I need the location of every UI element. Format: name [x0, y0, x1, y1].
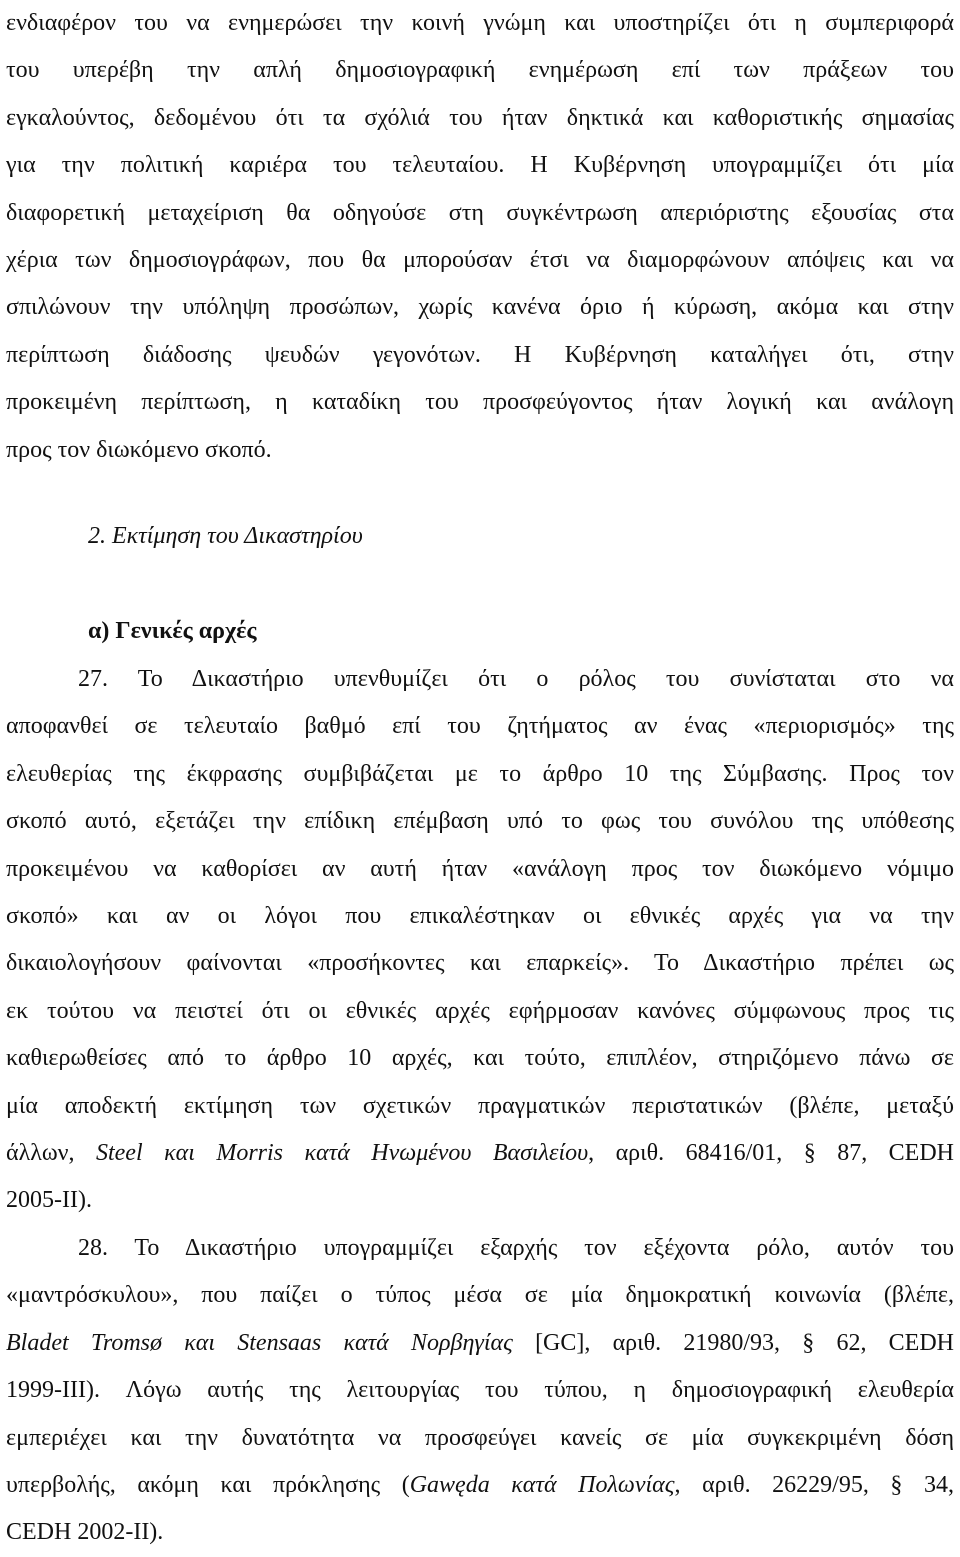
text-line: καθιερωθείσες από το άρθρο 10 αρχές, και τούτο, επιπλέον, στηριζόμενο πάνω σε	[6, 1045, 954, 1072]
text-line: σκοπό αυτό, εξετάζει την επίδικη επέμβαση υπό το φως του συνόλου της υπόθεσης	[6, 808, 954, 835]
text-line: εκ τούτου να πειστεί ότι οι εθνικές αρχές εφήρμοσαν κανόνες σύμφωνους προς τις	[6, 997, 954, 1024]
case-citation: Bladet Tromsø και Stensaas κατά Νορβηγίας	[6, 1329, 513, 1356]
text-line: του υπερέβη την απλή δημοσιογραφική ενημέρωση επί των πράξεων του	[6, 57, 954, 84]
text-line: εγκαλούντος, δεδομένου ότι τα σχόλιά του ήταν δηκτικά και καθοριστικής σημασίας	[6, 104, 954, 131]
text-line: 28. Το Δικαστήριο υπογραμμίζει εξαρχής τον εξέχοντα ρόλο, αυτόν του	[78, 1235, 954, 1261]
text-line: ελευθερίας της έκφρασης συμβιβάζεται με το άρθρο 10 της Σύμβασης. Προς τον	[6, 760, 954, 787]
text-line: προς τον διωκόμενο σκοπό.	[6, 436, 272, 463]
text-fragment: υπερβολής, ακόμη και πρόκλησης (	[6, 1472, 410, 1499]
text-line: εμπεριέχει και την δυνατότητα να προσφεύγει κανείς σε μία συγκεκριμένη δόση	[6, 1424, 954, 1451]
text-line: αποφανθεί σε τελευταίο βαθμό επί του ζητήματος αν ένας «περιορισμός» της	[6, 713, 954, 740]
paragraph-continuation	[6, 0, 954, 474]
text-fragment: άλλων,	[6, 1140, 96, 1167]
text-line: διαφορετική μεταχείριση θα οδηγούσε στη συγκέντρωση απεριόριστης εξουσίας στα	[6, 199, 954, 226]
text-line	[6, 1462, 954, 1509]
text-line: δικαιολογήσουν φαίνονται «προσήκοντες και επαρκείς». Το Δικαστήριο πρέπει ως	[6, 950, 954, 977]
section-heading-text: 2. Εκτίμηση του Δικαστηρίου	[88, 523, 363, 549]
text-line: CEDH 2002-II).	[6, 1519, 164, 1546]
case-citation: Steel και Morris κατά Ηνωμένου Βασιλείου	[95, 1140, 589, 1167]
text-line: «μαντρόσκυλου», που παίζει ο τύπος μέσα σε μία δημοκρατική κοινωνία (βλέπε,	[6, 1282, 954, 1309]
text-line: προκειμένη περίπτωση, η καταδίκη του προσφεύγοντος ήταν λογική και ανάλογη	[6, 389, 954, 416]
text-line: 27. Το Δικαστήριο υπενθυμίζει ότι ο ρόλος του συνίσταται στο να	[78, 666, 954, 692]
text-line: προκειμένου να καθορίσει αν αυτή ήταν «ανάλογη προς τον διωκόμενο νόμιμο	[6, 855, 954, 882]
text-line: για την πολιτική καριέρα του τελευταίου. Η Κυβέρνηση υπογραμμίζει ότι μία	[6, 152, 954, 179]
text-line: μία αποδεκτή εκτίμηση των σχετικών πραγματικών περιστατικών (βλέπε, μεταξύ	[6, 1092, 954, 1119]
subsection-heading	[88, 608, 788, 655]
text-line: περίπτωση διάδοσης ψευδών γεγονότων. Η Κυβέρνηση καταλήγει ότι, στην	[6, 341, 954, 368]
text-fragment: , αριθ. 26229/95, § 34,	[674, 1472, 955, 1499]
section-heading	[88, 513, 788, 560]
paragraph-28	[6, 1225, 954, 1557]
paragraph-27	[6, 656, 954, 1225]
text-line: χέρια των δημοσιογράφων, που θα μπορούσαν έτσι να διαμορφώνουν απόψεις και να	[6, 247, 954, 274]
text-fragment: [GC], αριθ. 21980/93, § 62, CEDH	[512, 1329, 955, 1356]
text-line	[6, 1130, 954, 1177]
case-citation: Gawęda κατά Πολωνίας	[409, 1472, 675, 1499]
subsection-heading-text: α) Γενικές αρχές	[88, 618, 257, 644]
text-fragment: , αριθ. 68416/01, § 87, CEDH	[588, 1140, 954, 1167]
text-line: σπιλώνουν την υπόληψη προσώπων, χωρίς κανένα όριο ή κύρωση, ακόμα και στην	[6, 294, 954, 321]
text-line: 2005-II).	[6, 1187, 92, 1214]
text-line: ενδιαφέρον του να ενημερώσει την κοινή γνώμη και υποστηρίζει ότι η συμπεριφορά	[6, 10, 954, 36]
text-line: σκοπό» και αν οι λόγοι που επικαλέστηκαν οι εθνικές αρχές για να την	[6, 903, 954, 930]
text-line	[6, 1320, 954, 1367]
text-line: 1999-III). Λόγω αυτής της λειτουργίας του τύπου, η δημοσιογραφική ελευθερία	[6, 1377, 954, 1404]
